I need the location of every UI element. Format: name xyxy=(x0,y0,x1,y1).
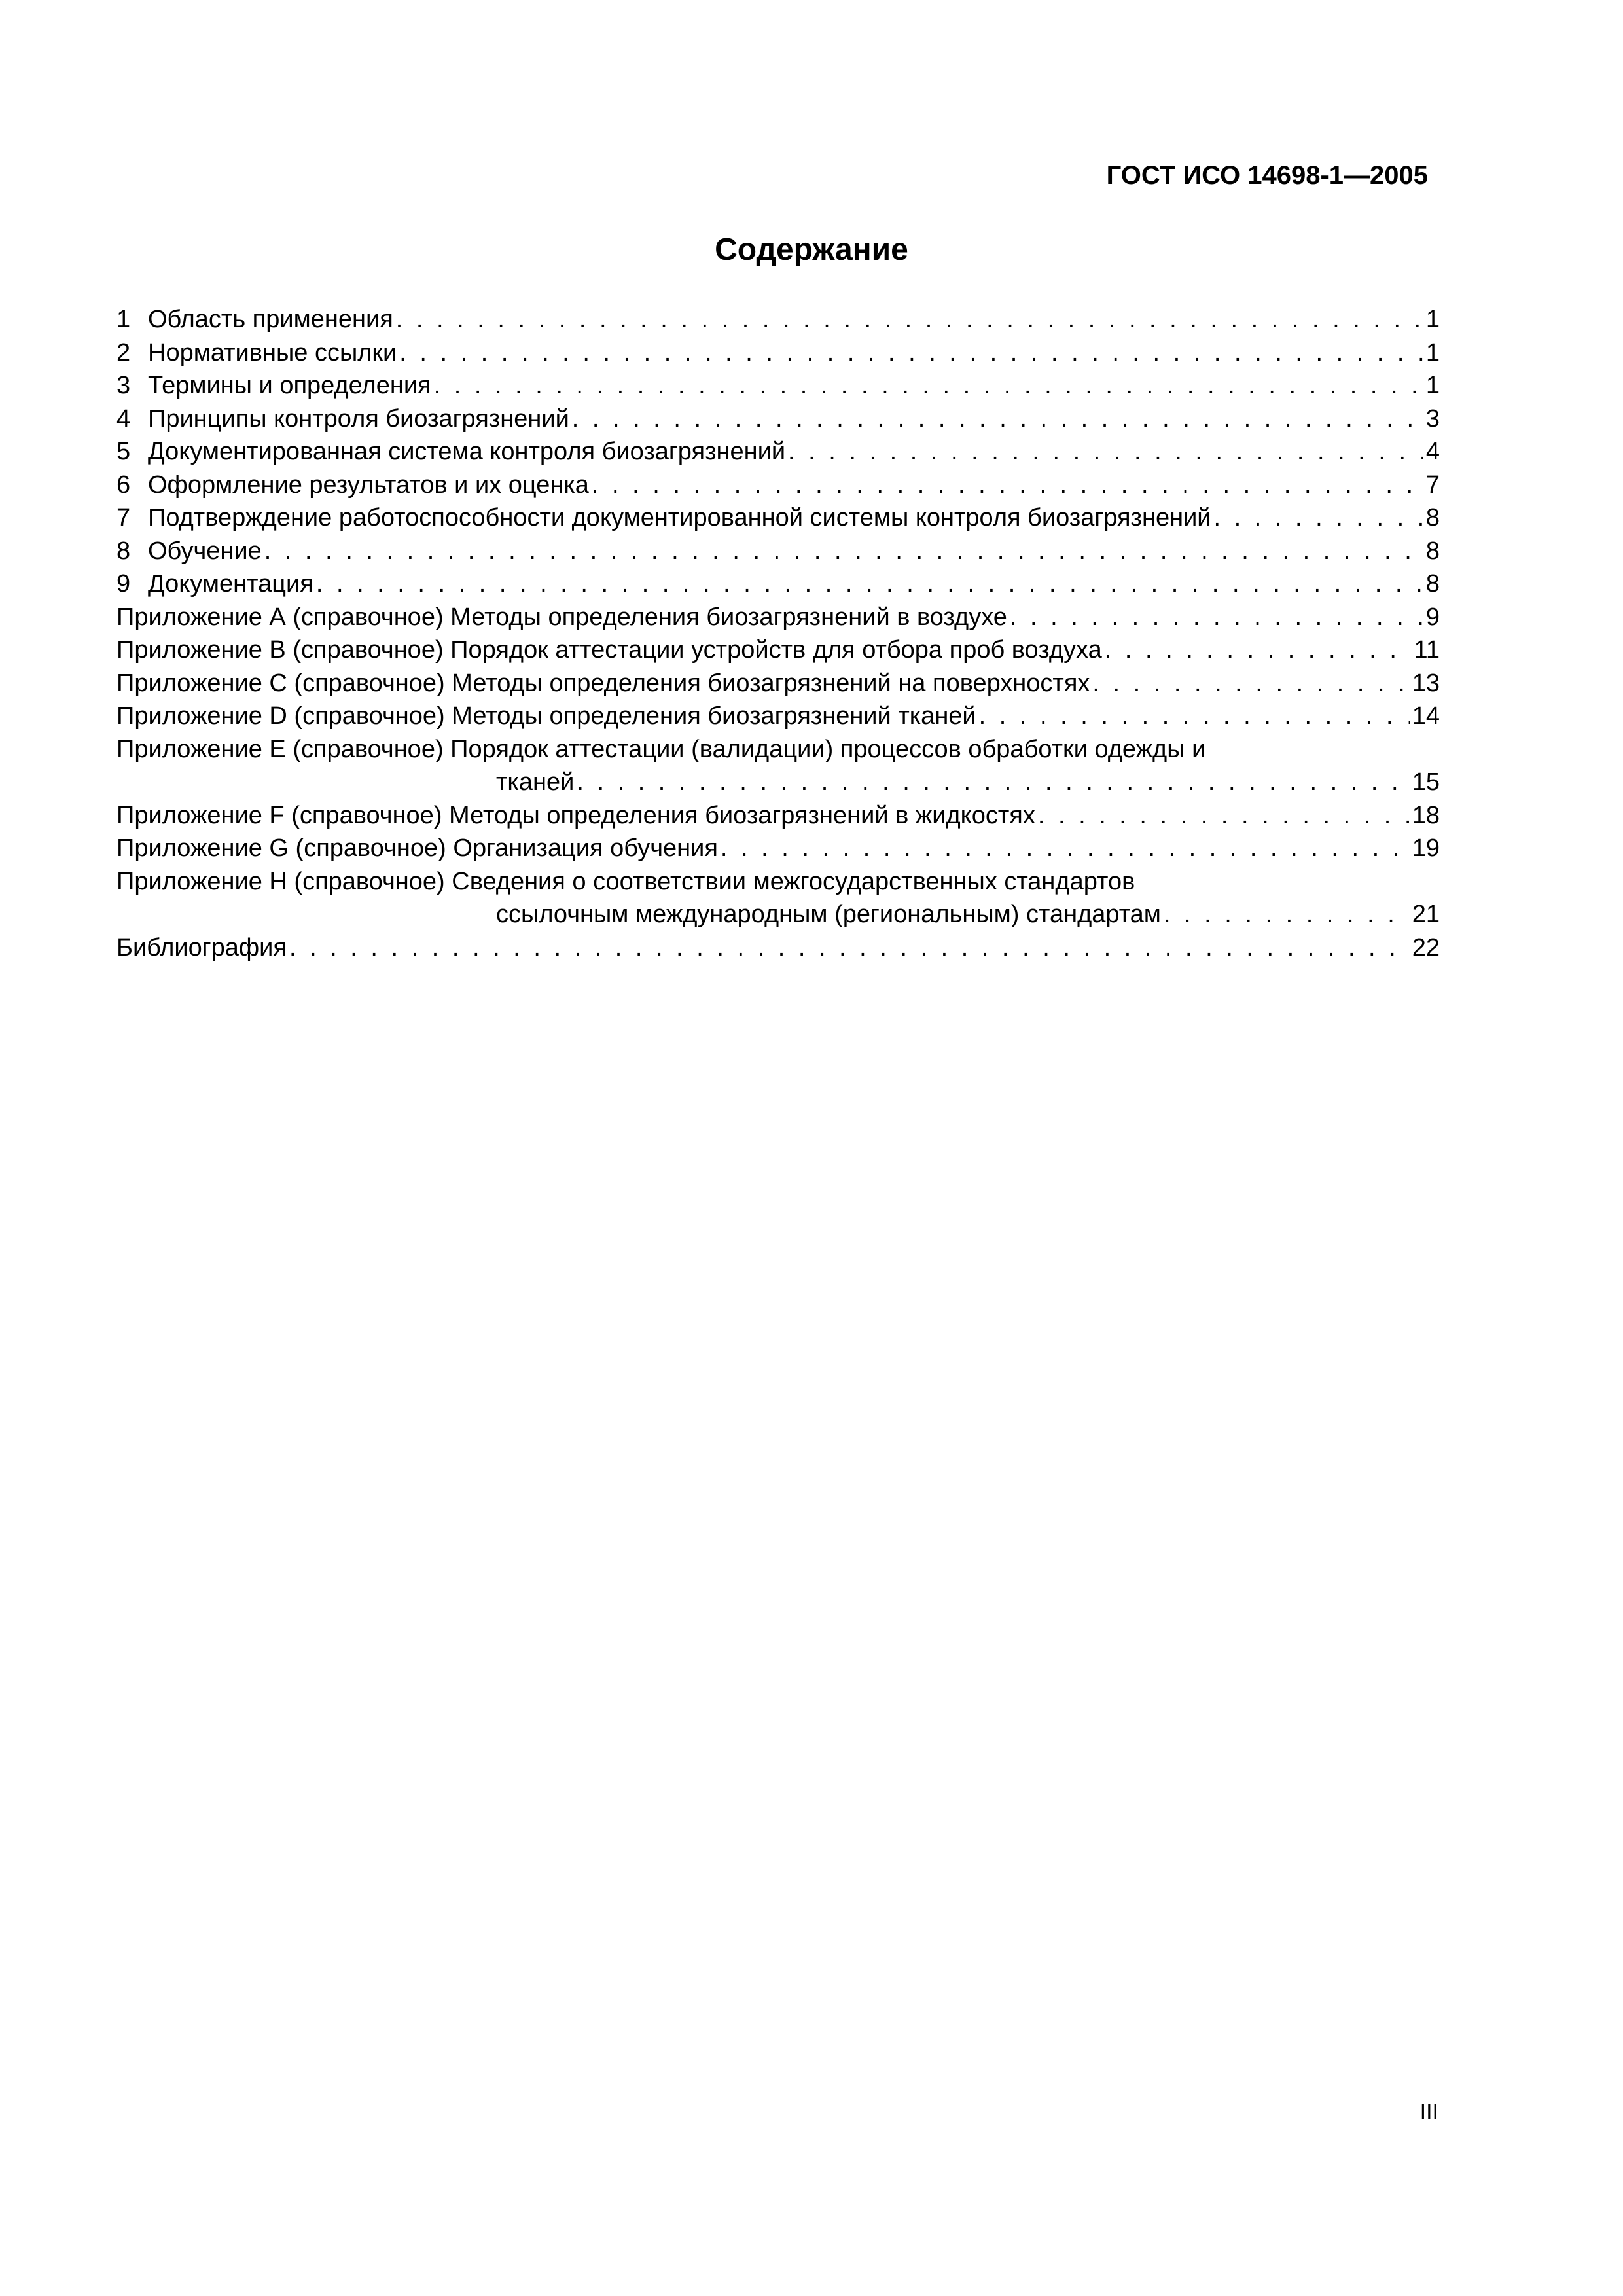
toc-entry-6[interactable] xyxy=(116,469,1440,502)
dot-leader xyxy=(1214,501,1423,535)
toc-entry-4[interactable] xyxy=(116,403,1440,436)
dot-leader xyxy=(289,931,1410,965)
toc-entry-8[interactable] xyxy=(116,535,1440,568)
toc-entry-number: 8 xyxy=(116,537,131,565)
annex-prefix: Приложение D (справочное) xyxy=(116,702,445,730)
annex-prefix: Приложение А (справочное) xyxy=(116,603,444,631)
annex-label-continued: ссылочным международным (региональным) стандартам xyxy=(496,901,1161,928)
annex-label: Организация обучения xyxy=(453,834,718,862)
toc-entry-page: 8 xyxy=(1425,537,1440,565)
dot-leader xyxy=(399,336,1423,370)
dot-leader xyxy=(396,303,1423,336)
toc-annex-f[interactable] xyxy=(116,799,1440,833)
annex-label: Методы определения биозагрязнений в жидкостях xyxy=(449,801,1035,829)
toc-entry-9[interactable] xyxy=(116,567,1440,601)
toc-entry-5[interactable] xyxy=(116,435,1440,469)
annex-label: Порядок аттестации устройств для отбора проб воздуха xyxy=(450,636,1102,664)
toc-entry-number: 2 xyxy=(116,338,131,367)
toc-entry-page: 1 xyxy=(1425,372,1440,399)
annex-page: 9 xyxy=(1425,603,1440,631)
toc-entry-number: 4 xyxy=(116,404,131,433)
toc-annex-g[interactable] xyxy=(116,832,1440,865)
toc-annex-b[interactable] xyxy=(116,634,1440,667)
toc-entry-page: 1 xyxy=(1425,306,1440,333)
dot-leader xyxy=(1038,799,1410,833)
toc-entry-label: Подтверждение работоспособности документированной системы контроля биозагрязнений xyxy=(148,504,1211,531)
dot-leader xyxy=(592,469,1423,502)
toc-entry-number: 7 xyxy=(116,504,131,531)
toc-bibliography[interactable] xyxy=(116,931,1440,965)
toc-entry-label: Принципы контроля биозагрязнений xyxy=(148,404,569,433)
toc-entry-page: 1 xyxy=(1425,338,1440,367)
dot-leader xyxy=(721,832,1410,865)
toc-entry-number: 1 xyxy=(116,306,131,333)
toc-annex-d[interactable] xyxy=(116,700,1440,733)
toc-entry-label: Обучение xyxy=(148,537,262,565)
toc-annex-h-continued[interactable] xyxy=(116,898,1440,931)
page-number: III xyxy=(1419,2100,1438,2125)
dot-leader xyxy=(577,766,1409,799)
annex-page: 21 xyxy=(1412,901,1440,928)
annex-page: 19 xyxy=(1412,834,1440,862)
toc-annex-e-continued[interactable] xyxy=(116,766,1440,799)
toc-entry-label: Область применения xyxy=(148,306,393,333)
annex-page: 14 xyxy=(1412,702,1440,730)
toc-entry-label: Документация xyxy=(148,570,313,598)
toc-entry-label: Оформление результатов и их оценка xyxy=(148,471,589,499)
dot-leader xyxy=(1105,634,1412,667)
dot-leader xyxy=(1164,898,1410,931)
toc-entry-number: 5 xyxy=(116,438,131,465)
toc-entry-label: Документированная система контроля биозагрязнений xyxy=(148,438,786,465)
dot-leader xyxy=(788,435,1423,469)
dot-leader xyxy=(1092,667,1409,700)
document-code: ГОСТ ИСО 14698-1—2005 xyxy=(1106,161,1428,190)
annex-label: Методы определения биозагрязнений в воздухе xyxy=(450,603,1007,631)
toc-entry-7[interactable] xyxy=(116,501,1440,535)
toc-entry-number: 6 xyxy=(116,471,131,499)
annex-prefix: Приложение Н (справочное) xyxy=(116,867,445,895)
toc-entry-page: 8 xyxy=(1425,570,1440,598)
annex-label: Методы определения биозагрязнений тканей xyxy=(452,702,976,730)
annex-label-continued: тканей xyxy=(496,768,575,796)
toc-entry-page: 7 xyxy=(1425,471,1440,499)
dot-leader xyxy=(572,403,1423,436)
toc-entry-label: Термины и определения xyxy=(148,372,431,399)
annex-prefix: Приложение С (справочное) xyxy=(116,669,445,697)
toc-annex-a[interactable] xyxy=(116,601,1440,634)
toc-entry-number: 9 xyxy=(116,570,131,598)
dot-leader xyxy=(316,567,1423,601)
toc-entry-label: Нормативные ссылки xyxy=(148,338,397,367)
toc-entry-number: 3 xyxy=(116,372,131,399)
dot-leader xyxy=(434,369,1423,403)
annex-page: 11 xyxy=(1414,636,1440,664)
toc-entry-page: 8 xyxy=(1425,504,1440,531)
table-of-contents xyxy=(116,303,1440,964)
toc-entry-page: 4 xyxy=(1425,438,1440,465)
dot-leader xyxy=(1010,601,1423,634)
annex-label: Порядок аттестации (валидации) процессов обработки одежды и xyxy=(450,735,1206,763)
annex-prefix: Приложение F (справочное) xyxy=(116,801,442,829)
dot-leader xyxy=(979,700,1410,733)
toc-entry-2[interactable] xyxy=(116,336,1440,370)
annex-page: 15 xyxy=(1412,768,1440,796)
page-title: Содержание xyxy=(715,232,908,267)
annex-page: 18 xyxy=(1412,801,1440,829)
annex-label: Методы определения биозагрязнений на поверхностях xyxy=(452,669,1090,697)
annex-prefix: Приложение В (справочное) xyxy=(116,636,444,664)
bibliography-page: 22 xyxy=(1412,933,1440,961)
annex-label: Сведения о соответствии межгосударственных стандартов xyxy=(452,867,1135,895)
toc-annex-c[interactable] xyxy=(116,667,1440,700)
annex-page: 13 xyxy=(1412,669,1440,697)
annex-prefix: Приложение Е (справочное) xyxy=(116,735,444,763)
toc-annex-h[interactable] xyxy=(116,865,1440,899)
toc-annex-e[interactable] xyxy=(116,733,1440,766)
toc-entry-3[interactable] xyxy=(116,369,1440,403)
bibliography-label: Библиография xyxy=(116,933,287,961)
toc-entry-page: 3 xyxy=(1425,404,1440,433)
annex-prefix: Приложение G (справочное) xyxy=(116,834,446,862)
toc-entry-1[interactable] xyxy=(116,303,1440,336)
dot-leader xyxy=(264,535,1423,568)
